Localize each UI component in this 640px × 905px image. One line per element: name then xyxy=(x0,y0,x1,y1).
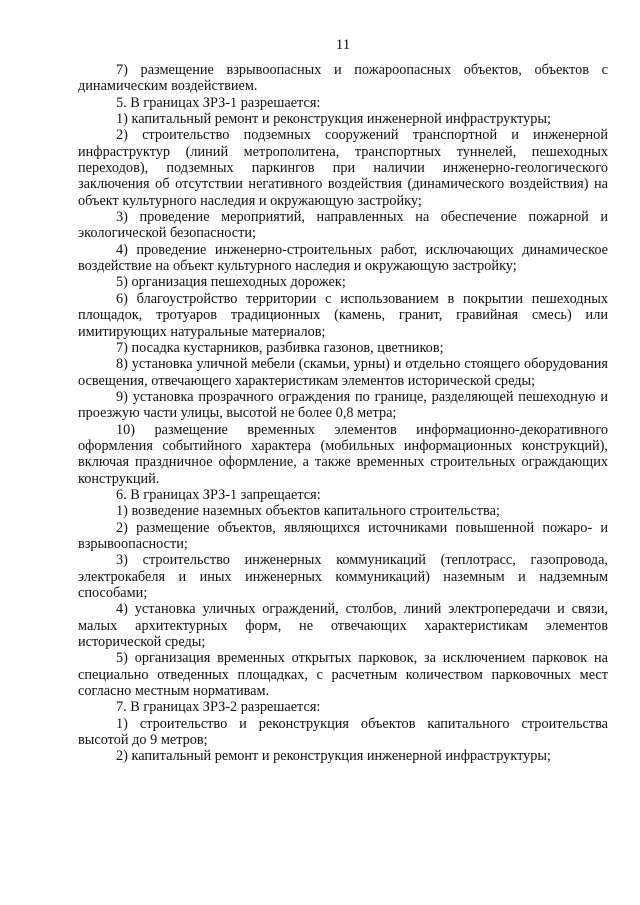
paragraph: 5. В границах ЗРЗ-1 разрешается: xyxy=(116,94,321,111)
paragraph: 1) возведение наземных объектов капитального строительства; xyxy=(116,503,500,520)
page-number: 11 xyxy=(335,37,351,53)
paragraph: 7. В границах ЗРЗ-2 разрешается: xyxy=(116,699,321,716)
paragraph: 4) установка уличных ограждений, столбов, линий электропередачи и связи, малых архитектурных форм, не отвечающих характеристикам элементов исторической среды; xyxy=(78,601,608,651)
paragraph: 4) проведение инженерно-строительных работ, исключающих динамическое воздействие на объект культурного наследия и окружающую застройку; xyxy=(78,241,608,275)
paragraph: 2) размещение объектов, являющихся источниками повышенной пожаро- и взрывоопасности; xyxy=(78,519,608,552)
paragraph: 2) капитальный ремонт и реконструкция инженерной инфраструктуры; xyxy=(116,748,552,765)
paragraph: 5) организация пешеходных дорожек; xyxy=(116,274,346,291)
paragraph: 2) строительство подземных сооружений транспортной и инженерной инфраструктур (линий метрополитена, транспортных туннелей, пешеходных переходов), подземных паркингов при наличии инженерно-геологического заключения об отсутствии негативного воздействия (динамического воздействия) на объект культурного наследия и окружающую застройку; xyxy=(78,127,608,209)
paragraph: 9) установка прозрачного ограждения по границе, разделяющей пешеходную и проезжую части улицы, высотой не более 0,8 метра; xyxy=(78,388,608,422)
paragraph: 6) благоустройство территории с использованием в покрытии пешеходных площадок, тротуаров традиционных (камень, гранит, гравийная смесь) или имитирующих натуральные материалов; xyxy=(78,290,608,340)
paragraph: 8) установка уличной мебели (скамьи, урны) и отдельно стоящего оборудования освещения, отвечающего характеристикам элементов исторической среды; xyxy=(78,356,608,389)
document-body xyxy=(78,62,608,765)
paragraph: 1) строительство и реконструкция объектов капитального строительства высотой до 9 метров; xyxy=(78,715,608,749)
paragraph: 10) размещение временных элементов информационно-декоративного оформления событийного характера (мобильных информационных конструкций), включая праздничное оформление, а также временных строительных ограждающих конструкций. xyxy=(78,421,608,487)
paragraph: 7) посадка кустарников, разбивка газонов, цветников; xyxy=(116,339,444,356)
paragraph: 7) размещение взрывоопасных и пожароопасных объектов, объектов с динамическим воздействием. xyxy=(78,62,608,95)
paragraph: 3) проведение мероприятий, направленных на обеспечение пожарной и экологической безопасности; xyxy=(78,209,608,242)
paragraph: 6. В границах ЗРЗ-1 запрещается: xyxy=(116,486,321,503)
paragraph: 1) капитальный ремонт и реконструкция инженерной инфраструктуры; xyxy=(116,111,552,128)
paragraph: 5) организация временных открытых парковок, за исключением парковок на специально отведенных площадках, с расчетным количеством парковочных мест согласно местным нормативам. xyxy=(78,650,608,700)
paragraph: 3) строительство инженерных коммуникаций (теплотрасс, газопровода, электрокабеля и иных инженерных коммуникаций) наземным и надземным способами; xyxy=(78,552,608,601)
